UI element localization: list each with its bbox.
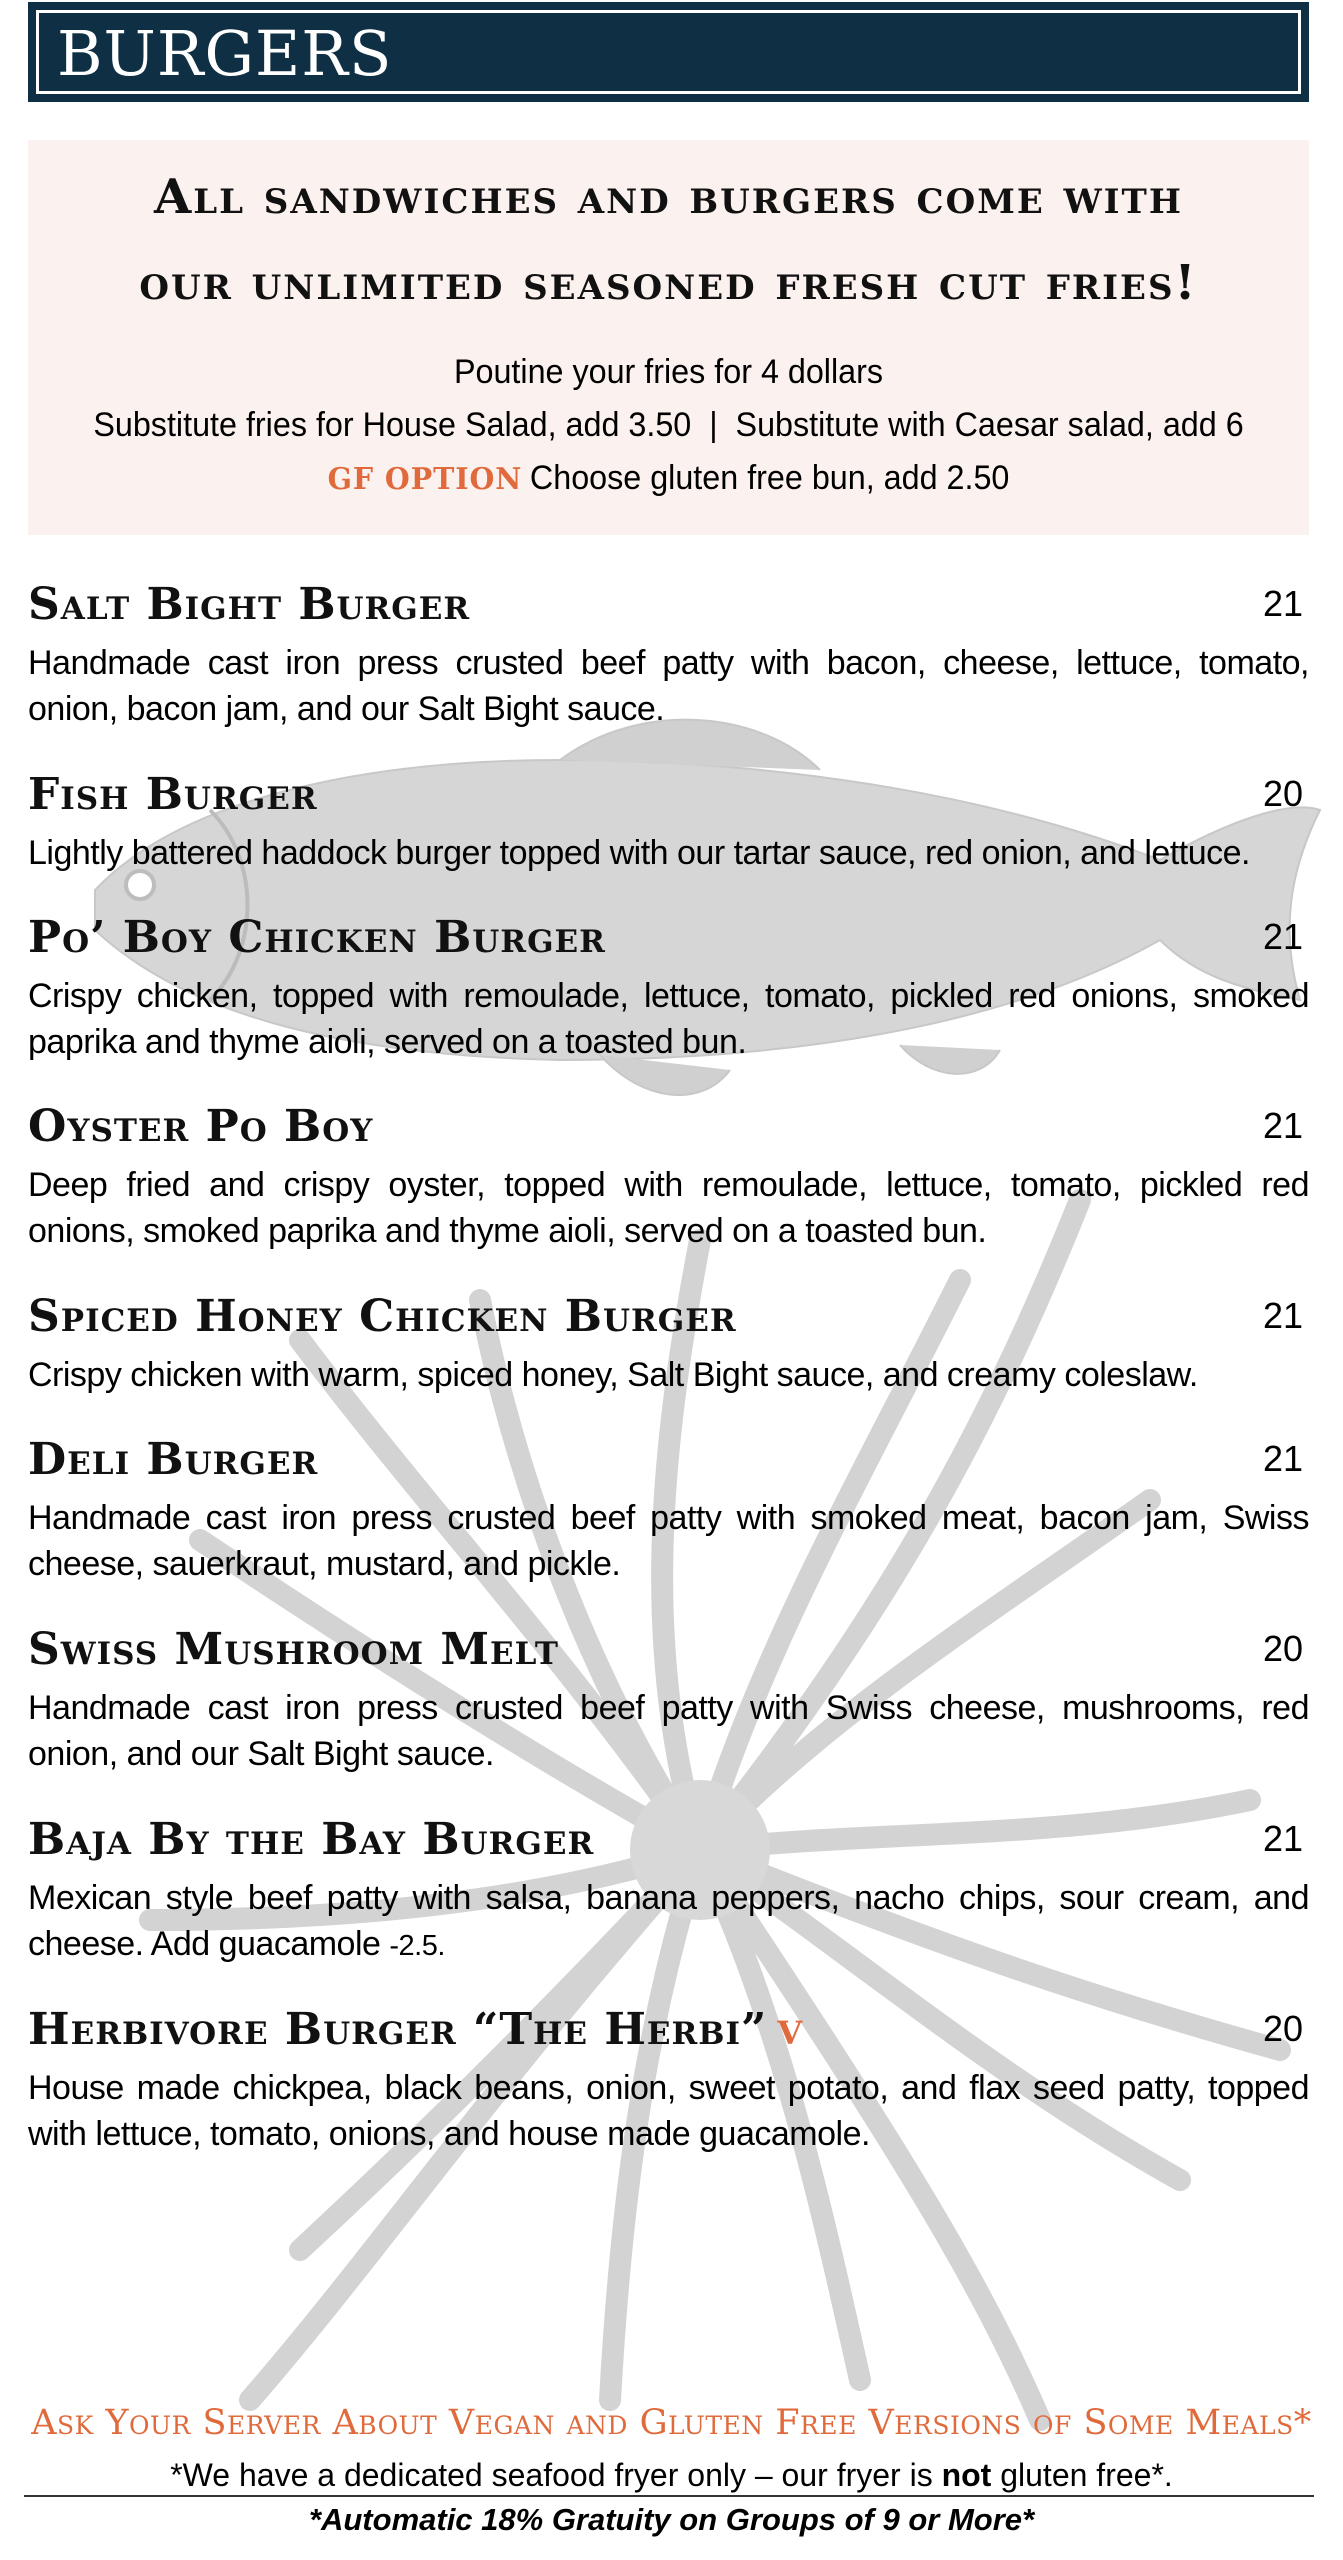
menu-item-description: Deep fried and crispy oyster, topped with remoulade, lettuce, tomato, pickled red onions, smoked paprika and thyme aioli, served on a toasted bun. <box>28 1166 1309 1250</box>
fries-heading-line1: All sandwiches and burgers come with <box>154 169 1183 225</box>
substitute-note: Substitute fries for House Salad, add 3.50 | Substitute with Caesar salad, add 6 <box>93 406 1244 444</box>
menu-item-name: Deli Burger <box>28 1434 319 1485</box>
menu-item-description: Crispy chicken, topped with remoulade, lettuce, tomato, pickled red onions, smoked paprika and thyme aioli, served on a toasted bun. <box>28 977 1309 1061</box>
menu-item-price: 21 <box>1262 1818 1303 1859</box>
menu-item-name <box>28 2005 803 2058</box>
menu-item-price: 20 <box>1262 773 1303 814</box>
vegan-gluten-free-note: Ask Your Server About Vegan and Gluten Free Versions of Some Meals* <box>31 2403 1312 2443</box>
menu-item-name: Po’ Boy Chicken Burger <box>28 912 606 963</box>
fries-heading <box>28 154 1309 326</box>
menu-item-description: House made chickpea, black beans, onion, sweet potato, and flax seed patty, topped with lettuce, tomato, onions, and house made guacamole. <box>28 2069 1309 2153</box>
menu-item-price: 21 <box>1262 1295 1303 1336</box>
gluten-free-note <box>60 458 1277 500</box>
fryer-note-start: *We have a dedicated seafood fryer only – our fryer is <box>170 2457 933 2493</box>
menu-item-description: Lightly battered haddock burger topped with our tartar sauce, red onion, and lettuce. <box>28 834 1250 872</box>
gratuity-note: *Automatic 18% Gratuity on Groups of 9 or More* <box>308 2502 1035 2537</box>
vegetarian-tag: V <box>777 2014 804 2052</box>
menu-item-description: Handmade cast iron press crusted beef patty with Swiss cheese, mushrooms, red onion, and our Salt Bight sauce. <box>28 1689 1309 1773</box>
menu-item-price: 21 <box>1262 583 1303 624</box>
guacamole-addon-price: -2.5. <box>389 1930 445 1962</box>
menu-item-price: 21 <box>1262 916 1303 957</box>
menu-item-name: Swiss Mushroom Melt <box>28 1624 559 1675</box>
menu-item-description: Handmade cast iron press crusted beef patty with smoked meat, bacon jam, Swiss cheese, sauerkraut, mustard, and pickle. <box>28 1499 1309 1583</box>
fryer-note <box>0 2455 1343 2495</box>
menu-item-description: Crispy chicken with warm, spiced honey, Salt Bight sauce, and creamy coleslaw. <box>28 1356 1198 1394</box>
menu-item-name: Fish Burger <box>28 769 318 820</box>
gf-option-tag: GF OPTION <box>327 462 523 497</box>
menu-item-name-text: Herbivore Burger “The Herbi” <box>28 2004 768 2055</box>
menu-item-price: 20 <box>1262 2008 1303 2049</box>
menu-item-name: Oyster Po Boy <box>28 1101 374 1152</box>
section-title: BURGERS <box>57 17 393 90</box>
menu-item-description <box>28 1875 1309 1969</box>
menu-item-name: Spiced Honey Chicken Burger <box>28 1291 737 1342</box>
poutine-note: Poutine your fries for 4 dollars <box>453 353 884 391</box>
menu-item-price: 21 <box>1262 1438 1303 1479</box>
menu-item-price: 20 <box>1262 1628 1303 1669</box>
section-header <box>28 2 1309 102</box>
footer-divider <box>24 2495 1314 2497</box>
menu-item-description-text: Mexican style beef patty with salsa, banana peppers, nacho chips, sour cream, and cheese. Add guacamole <box>28 1879 1309 1963</box>
menu-item-name: Salt Bight Burger <box>28 579 471 630</box>
gf-option-text: Choose gluten free bun, add 2.50 <box>529 459 1010 497</box>
fryer-note-end: gluten free*. <box>1000 2457 1173 2493</box>
menu-item-description: Handmade cast iron press crusted beef patty with bacon, cheese, lettuce, tomato, onion, bacon jam, and our Salt Bight sauce. <box>28 644 1309 728</box>
menu-item-name: Baja By the Bay Burger <box>28 1814 595 1865</box>
menu-item-price: 21 <box>1262 1105 1303 1146</box>
fries-info-box <box>28 140 1309 535</box>
fries-heading-line2: our unlimited seasoned fresh cut fries! <box>139 255 1198 311</box>
fryer-note-emphasis: not <box>941 2457 992 2493</box>
